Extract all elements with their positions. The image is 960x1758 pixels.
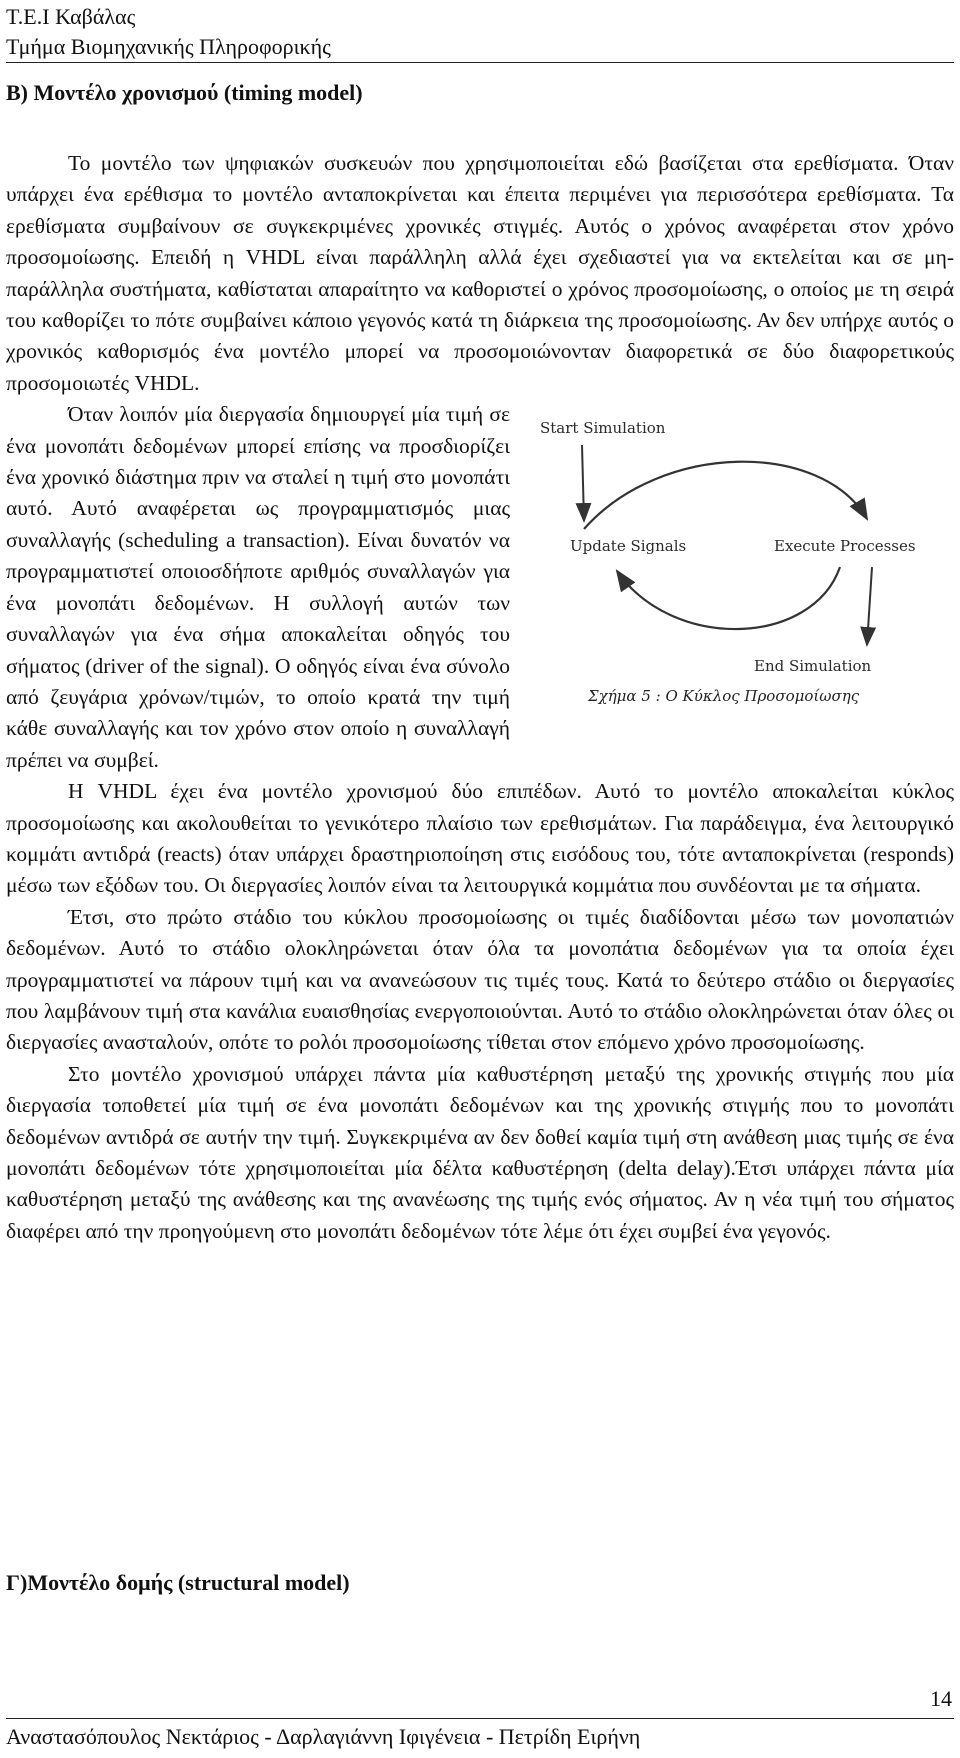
section-c-title: Γ)Μοντέλο δομής (structural model) xyxy=(6,1570,350,1595)
header-rule xyxy=(6,62,954,63)
start-arrow xyxy=(582,445,584,521)
cycle-arrow-top xyxy=(584,462,867,529)
execute-processes-label: Execute Processes xyxy=(774,537,916,556)
page-header xyxy=(6,2,331,62)
paragraph-2: Όταν λοιπόν μία διεργασία δημιουργεί μία τιμή σε ένα μονοπάτι δεδομένων μπορεί επίσης να προσδιορίζει ένα χρονικό διάστημα πριν να σταλεί η τιμή στο μονοπάτι αυτό. Αυτό αναφέρεται ως προγραμματισμός μιας συναλλαγής (scheduling a transaction). Είναι δυνατόν να προγραμματιστεί οποιοσδήποτε αριθμός συναλλαγών για ένα μονοπάτι δεδομένων. Η συλλογή αυτών των συναλλαγών για ένα σήμα αποκαλείται οδηγός του σήματος (driver of the signal). Ο οδηγός είναι ένα σύνολο από ζευγάρια χρόνων/τιμών, το οποίο κρατά την τιμή κάθε συναλλαγής και τον χρόνο στον οποίο η συναλλαγή πρέπει να συμβεί. xyxy=(6,402,510,772)
end-arrow xyxy=(867,567,872,645)
paragraph-4: Έτσι, στο πρώτο στάδιο του κύκλου προσομοίωσης οι τιμές διαδίδονται μέσω των μονοπατιών δεδομένων. Αυτό το στάδιο ολοκληρώνεται όταν όλα τα μονοπάτια δεδομένων για τα οποία έχει προγραμματιστεί να πάρουν τιμή και να ανανεώσουν τις τιμές τους. Κατά το δεύτερο στάδιο οι διεργασίες που λαμβάνουν τιμή στα κανάλια ευαισθησίας ενεργοποιούνται. Αυτό το στάδιο ολοκληρώνεται όταν όλες οι διεργασίες ανασταλούν, οπότε το ρολόι προσομοίωσης τίθεται στον επόμενο χρόνο προσομοίωσης. xyxy=(6,904,954,1055)
paragraph-3: Η VHDL έχει ένα μοντέλο χρονισμού δύο επιπέδων. Αυτό το μοντέλο αποκαλείται κύκλος προσομοίωσης και ακολουθείται το γενικότερο πλαίσιο των ερεθισμάτων. Για παράδειγμα, ένα λειτουργικό κομμάτι αντιδρά (reacts) όταν υπάρχει δραστηριοποίηση στις εισόδους του, τότε ανταποκρίνεται (responds) μέσω των εξόδων του. Οι διεργασίες λοιπόν είναι τα λειτουργικά κομμάτια που συνδέονται με τα σήματα. xyxy=(6,779,954,898)
simulation-cycle-figure xyxy=(522,411,954,719)
end-simulation-label: End Simulation xyxy=(754,657,872,676)
section-b-title: Β) Μοντέλο χρονισμού (timing model) xyxy=(6,80,363,105)
start-simulation-label: Start Simulation xyxy=(540,419,666,438)
figure-caption: Σχήμα 5 : Ο Κύκλος Προσομοίωσης xyxy=(588,687,860,706)
footer-rule xyxy=(6,1718,954,1719)
body-text xyxy=(6,148,954,1247)
page-number: 14 xyxy=(930,1686,952,1711)
paragraph-5: Στο μοντέλο χρονισμού υπάρχει πάντα μία καθυστέρηση μεταξύ της χρονικής στιγμής που μία διεργασία τοποθετεί μία τιμή σε ένα μονοπάτι δεδομένων και της χρονικής στιγμής που το μονοπάτι δεδομένων αντιδρά σε αυτήν την τιμή. Συγκεκριμένα αν δεν δοθεί καμία τιμή στη ανάθεση μιας τιμής σε ένα μονοπάτι δεδομένων τότε χρησιμοποιείται μία δέλτα καθυστέρηση (delta delay).Έτσι υπάρχει πάντα μία καθυστέρηση μεταξύ της ανάθεσης και της ανανέωσης της τιμής ενός σήματος. Αν η νέα τιμή του σήματος διαφέρει από την προηγούμενη στο μονοπάτι δεδομένων τότε λέμε ότι έχει συμβεί ένα γεγονός. xyxy=(6,1061,954,1243)
department-name: Τμήμα Βιομηχανικής Πληροφορικής xyxy=(6,34,331,59)
cycle-arrow-bottom xyxy=(617,567,840,629)
simulation-cycle-diagram xyxy=(522,411,954,719)
document-page xyxy=(6,0,954,1758)
update-signals-label: Update Signals xyxy=(570,537,687,556)
institution-name: Τ.Ε.Ι Καβάλας xyxy=(6,4,136,29)
page-footer: Αναστασόπουλος Νεκτάριος - Δαρλαγιάννη Ιφιγένεια - Πετρίδη Ειρήνη xyxy=(6,1724,641,1749)
paragraph-1: Το μοντέλο των ψηφιακών συσκευών που χρησιμοποιείται εδώ βασίζεται στα ερεθίσματα. Όταν υπάρχει ένα ερέθισμα το μοντέλο ανταποκρίνεται και έπειτα περιμένει για περισσότερα ερεθίσματα. Τα ερεθίσματα συμβαίνουν σε συγκεκριμένες χρονικές στιγμές. Αυτός ο χρόνος αναφέρεται στον χρόνο προσομοίωσης. Επειδή η VHDL είναι παράλληλη αλλά έχει σχεδιαστεί για να εκτελείται και σε μη-παράλληλα συστήματα, καθίσταται απαραίτητο να καθοριστεί ο χρόνος προσομοίωσης, ο οποίος με τη σειρά του καθορίζει το πότε συμβαίνει κάποιο γεγονός κατά τη διάρκεια της προσομοίωσης. Αν δεν υπήρχε αυτός ο χρονικός καθορισμός ένα μοντέλο μπορεί να προσομοιώνονταν διαφορετικά σε δύο διαφορετικούς προσομοιωτές VHDL. xyxy=(6,151,954,395)
